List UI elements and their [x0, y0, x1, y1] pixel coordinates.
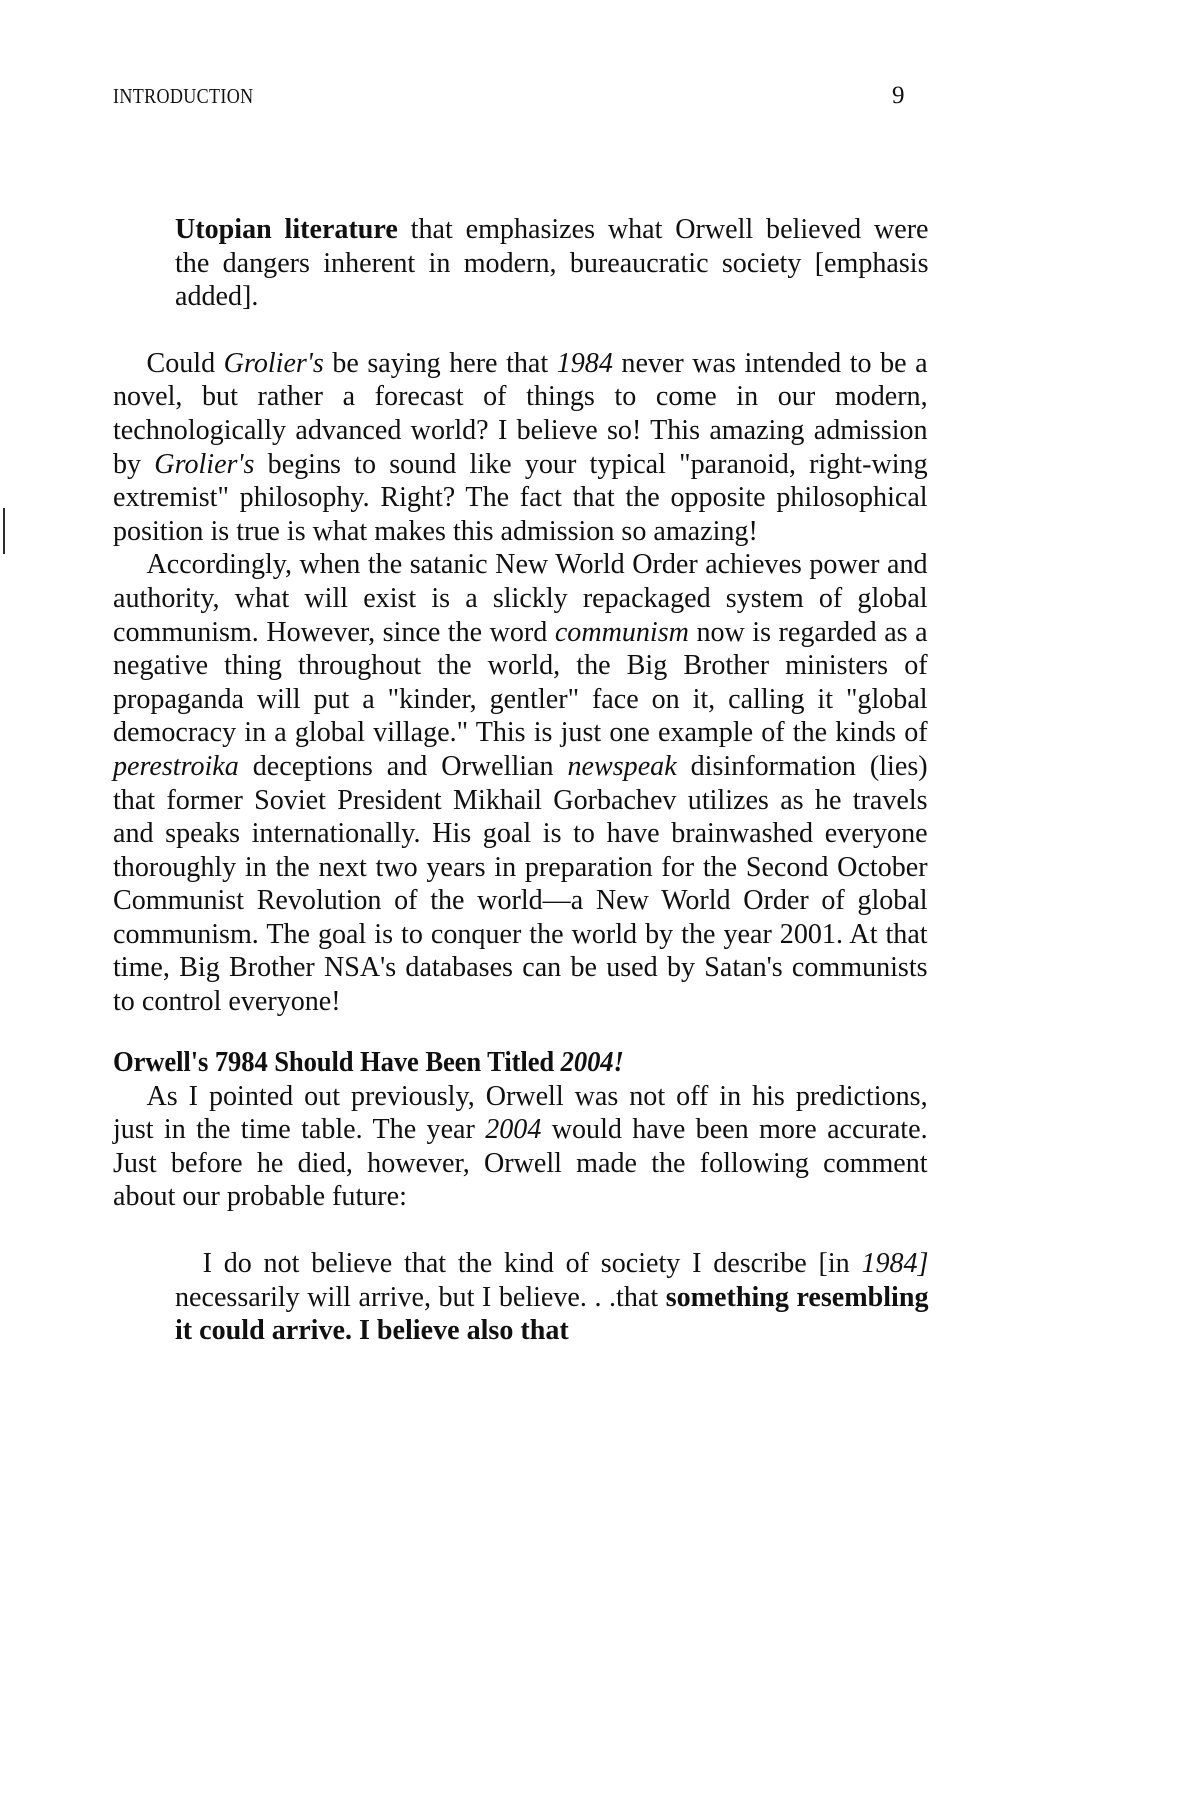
section-heading-italic-2004: 2004!	[560, 1046, 624, 1078]
text-column	[113, 213, 940, 1348]
running-head-title: INTRODUCTION	[113, 84, 254, 108]
margin-change-bar	[3, 508, 5, 554]
p2-seg4: disinformation (lies) that former Soviet President Mikhail Gorbachev utilizes as he travels and speaks internationally. His goal is to have brainwashed everyone thoroughly in the next two years in preparation for the Second October Communist Revolution of the world—a New World Order of global communism. The goal is to conquer the world by the year 2001. At that time, Big Brother NSA's databases can be used by Satan's communists to control everyone!	[113, 750, 928, 1018]
p1-seg2: be saying here that	[323, 347, 557, 379]
p1-italic-grolier: Grolier's	[223, 347, 324, 379]
p3-italic-2004: 2004	[485, 1114, 542, 1146]
p2-italic-perestroika: perestroika	[113, 750, 239, 782]
running-header	[113, 84, 1013, 118]
blockquote-top	[175, 213, 929, 314]
p2-seg3: deceptions and Orwellian	[238, 750, 568, 782]
blockquote-top-lead: Utopian literature	[175, 214, 398, 245]
p1-seg1: Could	[146, 347, 224, 379]
p2-italic-communism: communism	[554, 616, 689, 648]
paragraph-new-world-order	[113, 548, 928, 1018]
p1-italic-1984: 1984	[556, 347, 613, 379]
p2-seg1: Accordingly, when the satanic New World Order achieves power and authority, what will exist is a slickly repackaged system of global communism. However, since the word	[113, 549, 928, 648]
p3-seg2: would have been more accurate. Just before he died, however, Orwell made the following comment about our probable future:	[113, 1114, 928, 1213]
p3-seg1: As I pointed out previously, Orwell was not off in his predictions, just in the time table. The year	[113, 1080, 928, 1146]
p1-seg4: begins to sound like your typical "paranoid, right-wing extremist" philosophy. Right? The fact that the opposite philosophical position is true is what makes this admission so amazing!	[113, 448, 928, 547]
paragraph-grolier	[113, 347, 928, 549]
page-number: 9	[892, 82, 905, 109]
p2-italic-newspeak: newspeak	[567, 750, 677, 782]
blockquote-bottom	[175, 1247, 929, 1348]
bq2-italic-1984: 1984]	[861, 1248, 929, 1280]
p2-seg2: now is regarded as a negative thing throughout the world, the Big Brother ministers of propaganda will put a "kinder, gentler" face on it, calling it "global democracy in a global village." This is just one example of the kinds of	[113, 616, 928, 749]
bq2-bold-tail: something resembling it could arrive. I believe also that	[175, 1281, 929, 1347]
paragraph-predictions	[113, 1080, 928, 1214]
blockquote-top-rest: that emphasizes what Orwell believed were the dangers inherent in modern, bureaucratic society [emphasis added].	[175, 214, 929, 313]
p1-italic-grolier-2: Grolier's	[154, 448, 255, 480]
bq2-seg1: I do not believe that the kind of society I describe [in	[202, 1248, 862, 1280]
p1-seg3: never was intended to be a novel, but rather a forecast of things to come in our modern, technologically advanced world? I believe so! This amazing admission by	[113, 347, 928, 480]
section-heading-text: Orwell's 7984 Should Have Been Titled	[113, 1046, 561, 1078]
section-heading	[113, 1046, 899, 1080]
bq2-seg2: necessarily will arrive, but I believe. . .that	[175, 1281, 666, 1313]
